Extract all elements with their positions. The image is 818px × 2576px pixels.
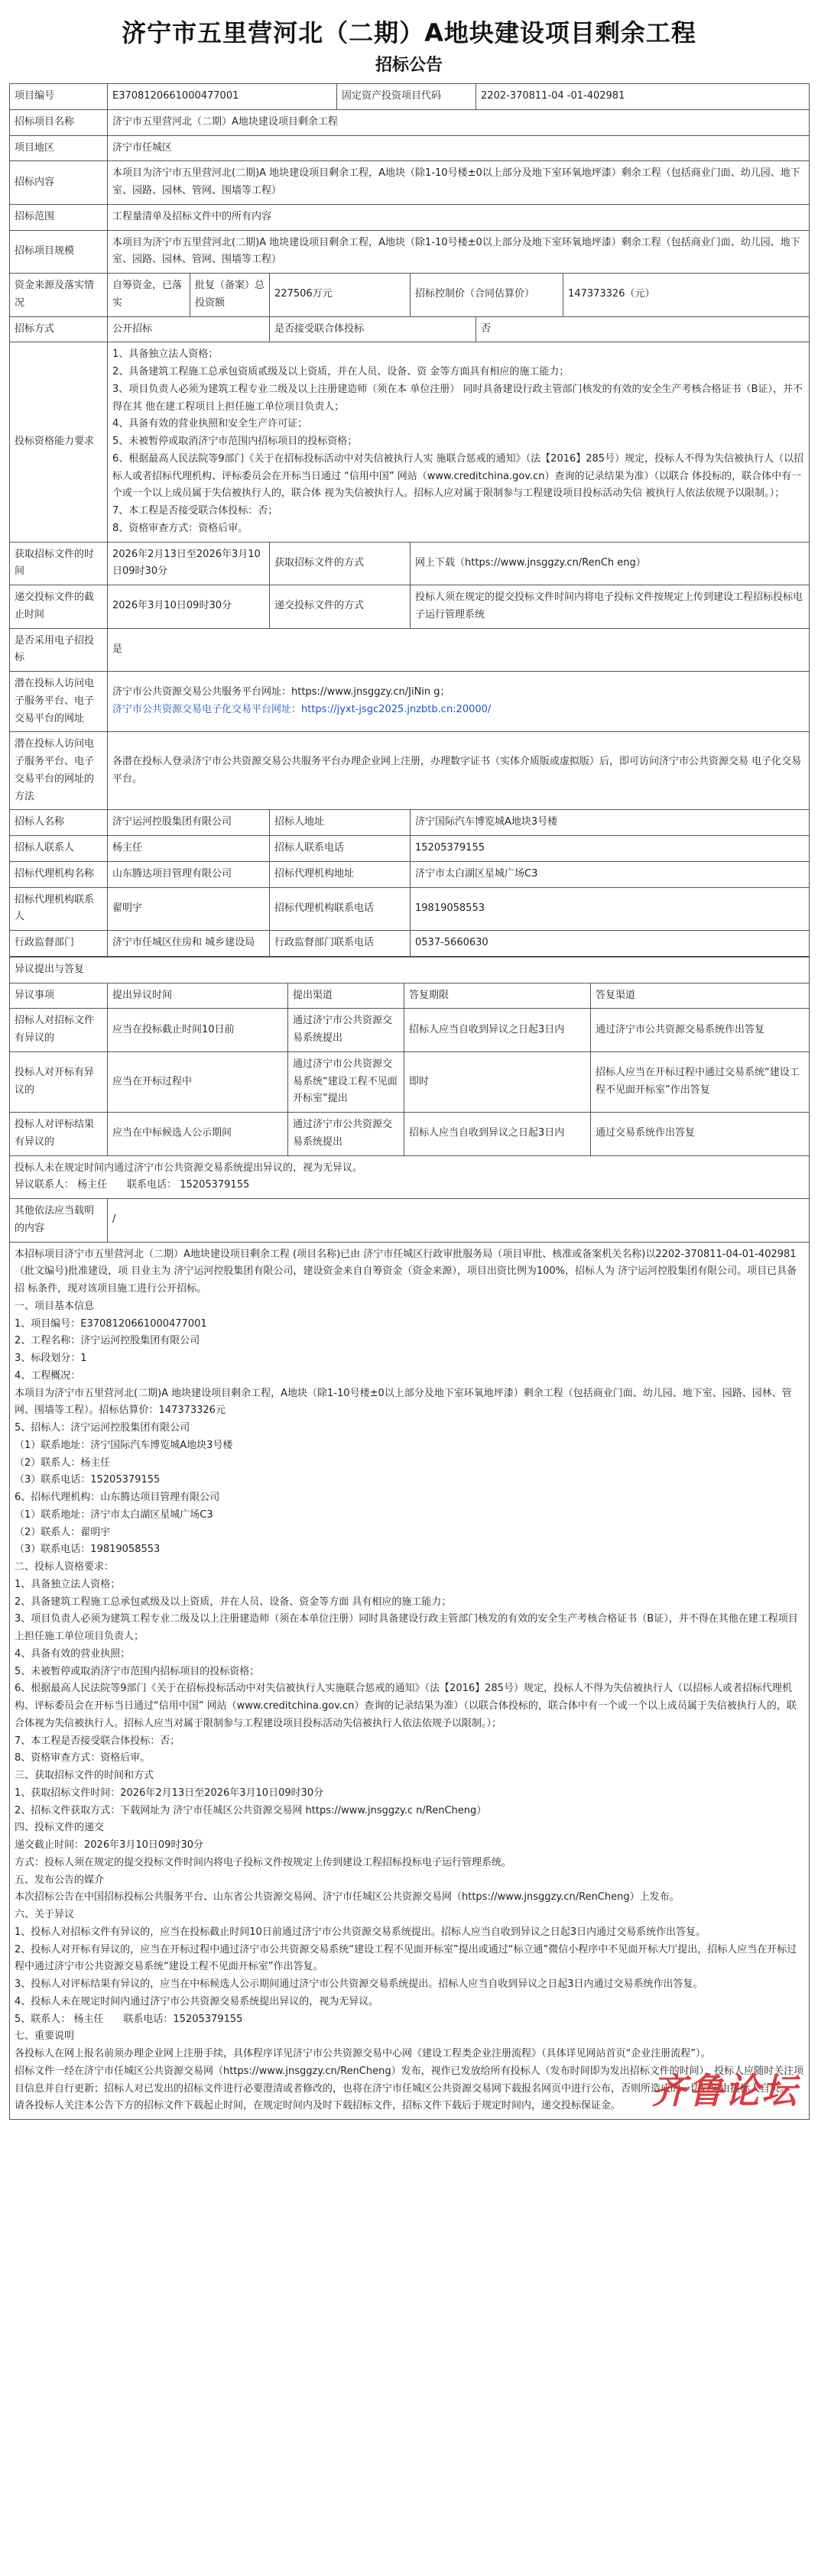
table-row: [10, 672, 810, 732]
field-label: 潜在投标人访问电子服务平台、电子交易平台的网址的方法: [10, 732, 108, 810]
field-label: 潜在投标人访问电子服务平台、电子交易平台的网址: [10, 672, 108, 732]
table-row: [10, 84, 810, 110]
objection-table: [9, 957, 810, 2120]
bid-submit-method: 投标人须在规定的提交投标文件时间内将电子投标文件按规定上传到建设工程招标投标电子运行管理系统: [411, 585, 810, 629]
field-label: 招标范围: [10, 204, 108, 230]
table-row: [10, 957, 810, 983]
table-cell: 应当在中标候选人公示期间: [108, 1113, 288, 1156]
tenderer-name: 济宁运河控股集团有限公司: [108, 810, 270, 836]
field-label: 招标代理机构名称: [10, 861, 108, 887]
field-label: 递交投标文件的方式: [270, 585, 411, 629]
table-row: [10, 135, 810, 161]
table-row: [10, 161, 810, 205]
table-row: [10, 109, 810, 135]
column-header: 答复期限: [404, 983, 591, 1009]
table-row: [10, 1242, 810, 2120]
electronic-bidding: 是: [108, 628, 810, 672]
field-label: 项目编号: [10, 84, 108, 110]
field-label: 投标资格能力要求: [10, 342, 108, 542]
agency-contact: 翟明宇: [108, 887, 270, 931]
platform-urls: [108, 672, 810, 732]
field-label: 获取招标文件的方式: [270, 542, 411, 585]
notice-page: [9, 0, 809, 2120]
page-title: 济宁市五里营河北（二期）A地块建设项目剩余工程: [122, 18, 696, 47]
investment-code: 2202-370811-04 -01-402981: [476, 84, 810, 110]
project-region: 济宁市任城区: [108, 135, 810, 161]
column-header: 提出渠道: [288, 983, 404, 1009]
total-investment: 227506万元: [270, 274, 411, 317]
funding-source: 自筹资金，已落实: [108, 274, 190, 317]
table-cell: 通过济宁市公共资源交易系统作出答复: [591, 1009, 810, 1052]
field-label: 资金来源及落实情况: [10, 274, 108, 317]
qualification-requirements: 1、具备独立法人资格； 2、具备建筑工程施工总承包资质贰级及以上资质，并在人员、设备、资 金等方面具有相应的施工能力； 3、项目负责人必须为建筑工程专业二级及以上注册建造师（须在本 单位注册） 同时具备建设行政主管部门核发的有效的安全生产考核合格证书（B证），并不得在其 他在建工程项目上担任施工单位项目负责人； 4、具备有效的营业执照和安全生产许可证； 5、未被暂停或取消济宁市范围内招标项目的投标资格； 6、根据最高人民法院等9部门《关于在招标投标活动中对失信被执行人实 施联合惩戒的通知》（法【2016】285号）规定，投标人不得为失信被执行人（以招标人或者招标代理机构、评标委员会在开标当日通过 “信用中国” 网站（www.creditchina.gov.cn）查询的记录结果为准）（以联合 体投标的，联合体中有一个或一个以上成员属于失信被执行人的，联合体 视为失信被执行人。招标人应对属于限制参与工程建设项目投标活动失信 被执行人依法依规予以限制。）； 7、本工程是否接受联合体投标：否； 8、资格审查方式：资格后审。: [108, 342, 810, 542]
table-row: [10, 628, 810, 672]
table-row: [10, 1051, 810, 1112]
info-table: [9, 83, 810, 957]
column-header: 答复渠道: [591, 983, 810, 1009]
field-label: 项目地区: [10, 135, 108, 161]
table-row: [10, 1155, 810, 1199]
table-row: [10, 983, 810, 1009]
table-cell: 即时: [404, 1051, 591, 1112]
field-label: 招标方式: [10, 316, 108, 342]
table-cell: 应当在投标截止时间10日前: [108, 1009, 288, 1052]
table-row: [10, 810, 810, 836]
column-header: 异议事项: [10, 983, 108, 1009]
table-cell: 通过交易系统作出答复: [591, 1113, 810, 1156]
table-row: [10, 316, 810, 342]
field-label: 获取招标文件的时间: [10, 542, 108, 585]
table-row: [10, 836, 810, 862]
field-label: 其他依法应当载明的内容: [10, 1199, 108, 1243]
field-label: 招标项目名称: [10, 109, 108, 135]
agency-address: 济宁市太白湖区星城广场C3: [411, 861, 810, 887]
field-label: 招标内容: [10, 161, 108, 205]
field-label: 招标人名称: [10, 810, 108, 836]
other-content: /: [108, 1199, 810, 1243]
tenderer-phone: 15205379155: [411, 836, 810, 862]
table-row: [10, 542, 810, 585]
table-row: [10, 204, 810, 230]
field-label: 招标人联系电话: [270, 836, 411, 862]
table-cell: 招标人应当自收到异议之日起3日内: [404, 1009, 591, 1052]
table-cell: 应当在开标过程中: [108, 1051, 288, 1112]
control-price: 147373326（元）: [563, 274, 810, 317]
service-platform-link[interactable]: 济宁市公共资源交易公共服务平台网址：https://www.jnsggzy.cn/JiNin g；: [112, 686, 450, 698]
table-row: [10, 585, 810, 629]
field-label: 招标代理机构联系人: [10, 887, 108, 931]
table-row: [10, 732, 810, 810]
table-row: [10, 1009, 810, 1052]
table-row: [10, 1113, 810, 1156]
table-cell: 招标人应当自收到异议之日起3日内: [404, 1113, 591, 1156]
forum-watermark: 齐鲁论坛: [651, 2070, 798, 2111]
tenderer-contact: 杨主任: [108, 836, 270, 862]
table-cell: 投标人对开标有异议的: [10, 1051, 108, 1112]
table-row: [10, 342, 810, 542]
tender-method: 公开招标: [108, 316, 270, 342]
field-label: 行政监督部门: [10, 931, 108, 957]
agency-name: 山东腾达项目管理有限公司: [108, 861, 270, 887]
objection-note: 投标人未在规定时间内通过济宁市公共资源交易系统提出异议的，视为无异议。 异议联系人： 杨主任 联系电话： 15205379155: [10, 1155, 810, 1199]
field-label: 是否接受联合体投标: [270, 316, 476, 342]
table-cell: 招标人应当在开标过程中通过交易系统“建设工程不见面开标室”作出答复: [591, 1051, 810, 1112]
table-row: [10, 861, 810, 887]
agency-phone: 19819058553: [411, 887, 810, 931]
doc-acquire-time: 2026年2月13日至2026年3月10日09时30分: [108, 542, 270, 585]
bid-deadline: 2026年3月10日09时30分: [108, 585, 270, 629]
table-cell: 招标人对招标文件有异议的: [10, 1009, 108, 1052]
field-label: 招标控制价（合同估算价）: [411, 274, 563, 317]
field-label: 招标代理机构联系电话: [270, 887, 411, 931]
table-row: [10, 274, 810, 317]
table-cell: 投标人对评标结果有异议的: [10, 1113, 108, 1156]
table-row: [10, 230, 810, 274]
table-row: [10, 1199, 810, 1243]
doc-acquire-method[interactable]: 网上下载（https://www.jnsggzy.cn/RenCh eng）: [411, 542, 810, 585]
field-label: 招标人联系人: [10, 836, 108, 862]
page-subtitle: 招标公告: [375, 56, 443, 75]
table-cell: 通过济宁市公共资源交易系统提出: [288, 1009, 404, 1052]
column-header: 提出异议时间: [108, 983, 288, 1009]
project-code: E3708120661000477001: [108, 84, 337, 110]
tenderer-address: 济宁国际汽车博览城A地块3号楼: [411, 810, 810, 836]
table-cell: 通过济宁市公共资源交易系统提出: [288, 1113, 404, 1156]
field-label: 招标项目规模: [10, 230, 108, 274]
field-label: 行政监督部门联系电话: [270, 931, 411, 957]
objection-title: 异议提出与答复: [10, 957, 810, 983]
project-name: 济宁市五里营河北（二期）A地块建设项目剩余工程: [108, 109, 810, 135]
field-label: 批复（备案）总投资额: [190, 274, 270, 317]
consortium-accepted: 否: [476, 316, 810, 342]
table-row: [10, 887, 810, 931]
trading-platform-link[interactable]: 济宁市公共资源交易电子化交易平台网址：https://jyxt-jsgc2025.jnzbtb.cn:20000/: [112, 704, 492, 716]
supervision-dept: 济宁市任城区住房和 城乡建设局: [108, 931, 270, 957]
platform-access-method: 各潜在投标人登录济宁市公共资源交易公共服务平台办理企业网上注册，办理数字证书（实体介质版或虚拟版）后，即可访问济宁市公共资源交易 电子化交易平台。: [108, 732, 810, 810]
field-label: 固定资产投资项目代码: [337, 84, 476, 110]
notice-body: 本招标项目济宁市五里营河北（二期）A地块建设项目剩余工程 (项目名称)已由 济宁市任城区行政审批服务局（项目审批、核准或备案机关名称)以2202-370811-04-01-402981（批文编号)批准建设，项 目业主为 济宁运河控股集团有限公司，建设资金来自自筹资金（资金来源），项目出资比例为100%，招标人为 济宁运河控股集团有限公司。项目已具备招 标条件，现对该项目施工进行公开招标。 一、项目基本信息 1、项目编号：E3708120661000477001 2、工程名称：济宁运河控股集团有限公司 3、标段划分：1 4、工程概况： 本项目为济宁市五里营河北(二期)A 地块建设项目剩余工程，A地块（除1-10号楼±0以上部分及地下室环氧地坪漆）剩余工程（包括商业门面、幼儿园、地下室、园路、园林、管网、围墙等工程）。招标估算价：147373326元 5、招标人：济宁运河控股集团有限公司 （1）联系地址：济宁国际汽车博览城A地块3号楼 （2）联系人：杨主任 （3）联系电话：15205379155 6、招标代理机构：山东腾达项目管理有限公司 （1）联系地址：济宁市太白湖区星城广场C3 （2）联系人：翟明宇 （3）联系电话：19819058553 二、投标人资格要求： 1、具备独立法人资格； 2、具备建筑工程施工总承包贰级及以上资质，并在人员、设备、资金等方面 具有相应的施工能力； 3、项目负责人必须为建筑工程专业二级及以上注册建造师（须在本单位注册）同时具备建设行政主管部门核发的有效的安全生产考核合格证书（B证），并不得在其他在建工程项目上担任施工单位项目负责人； 4、具备有效的营业执照； 5、未被暂停或取消济宁市范围内招标项目的投标资格； 6、根据最高人民法院等9部门《关于在招标投标活动中对失信被执行人实施联合惩戒的通知》（法【2016】285号）规定，投标人不得为失信被执行人（以招标人或者招标代理机构、评标委员会在开标当日通过“信用中国” 网站（www.creditchina.gov.cn）查询的记录结果为准）（以联合体投标的，联合体中有一个或一个以上成员属于失信被执行人的，联合体视为失信被执行人。招标人应当对属于限制参与工程建设项目投标活动失信被执行人依法依规予以限制。）； 7、本工程是否接受联合体投标：否； 8、资格审查方式：资格后审。 三、获取招标文件的时间和方式 1、获取招标文件时间：2026年2月13日至2026年3月10日09时30分 2、招标文件获取方式：下载网址为 济宁市任城区公共资源交易网 https://www.jnsggzy.c n/RenCheng） 四、投标文件的递交 递交截止时间：2026年3月10日09时30分 方式：投标人须在规定的提交投标文件时间内将电子投标文件按规定上传到建设工程招标投标电子运行管理系统。 五、发布公告的媒介 本次招标公告在中国招标投标公共服务平台、山东省公共资源交易网、济宁市任城区公共资源交易网（https://www.jnsggzy.cn/RenCheng）上发布。 六、关于异议 1、投标人对招标文件有异议的，应当在投标截止时间10日前通过济宁市公共资源交易系统提出。招标人应当自收到异议之日起3日内通过交易系统作出答复。 2、投标人对开标有异议的，应当在开标过程中通过济宁市公共资源交易系统“建设工程不见面开标室”提出或通过“标立通”微信小程序中不见面开标大厅提出，招标人应当在开标过程中通过济宁市公共资源交易系统“建设工程不见面开标室”作出答复。 3、投标人对评标结果有异议的，应当在中标候选人公示期间通过济宁市公共资源交易系统提出。招标人应当自收到异议之日起3日内通过交易系统作出答复。 4、投标人未在规定时间内通过济宁市公共资源交易系统提出异议的，视为无异议。 5、联系人： 杨主任 联系电话：15205379155 七、重要说明 各投标人在网上报名前须办理企业网上注册手续，具体程序详见济宁市公共资源交易中心网《建设工程类企业注册流程》（具体详见网站首页“企业注册流程”）。 招标文件一经在济宁市任城区公共资源交易网（https://www.jnsggzy.cn/RenCheng）发布，视作已发放给所有投标人（发布时间即为发出招标文件的时间），投标人应随时关注项目信息并自行更新；招标人对已发出的招标文件进行必要澄清或者修改的，也将在济宁市任城区公共资源交易网下载报名网页中进行公布，否则所造成的一切后果由投标人自负。 请各投标人关注本公告下方的招标文件下载起止时间，在规定时间内及时下载招标文件，招标文件下载后于规定时间内，递交投标保证金。: [10, 1242, 810, 2120]
table-cell: 通过济宁市公共资源交易系统“建设工程不见面开标室”提出: [288, 1051, 404, 1112]
tender-scope: 工程量清单及招标文件中的所有内容: [108, 204, 810, 230]
supervision-phone: 0537-5660630: [411, 931, 810, 957]
table-row: [10, 931, 810, 957]
field-label: 招标代理机构地址: [270, 861, 411, 887]
tender-content: 本项目为济宁市五里营河北(二期)A 地块建设项目剩余工程，A地块（除1-10号楼±0以上部分及地下室环氧地坪漆）剩余工程（包括商业门面、幼儿园、地下室、园路、园林、管网、围墙等工程）: [108, 161, 810, 205]
tender-scale: 本项目为济宁市五里营河北(二期)A 地块建设项目剩余工程，A地块（除1-10号楼±0以上部分及地下室环氧地坪漆）剩余工程（包括商业门面、幼儿园、地下室、园路、园林、管网、围墙等工程）: [108, 230, 810, 274]
field-label: 递交投标文件的截止时间: [10, 585, 108, 629]
field-label: 招标人地址: [270, 810, 411, 836]
field-label: 是否采用电子招投标: [10, 628, 108, 672]
